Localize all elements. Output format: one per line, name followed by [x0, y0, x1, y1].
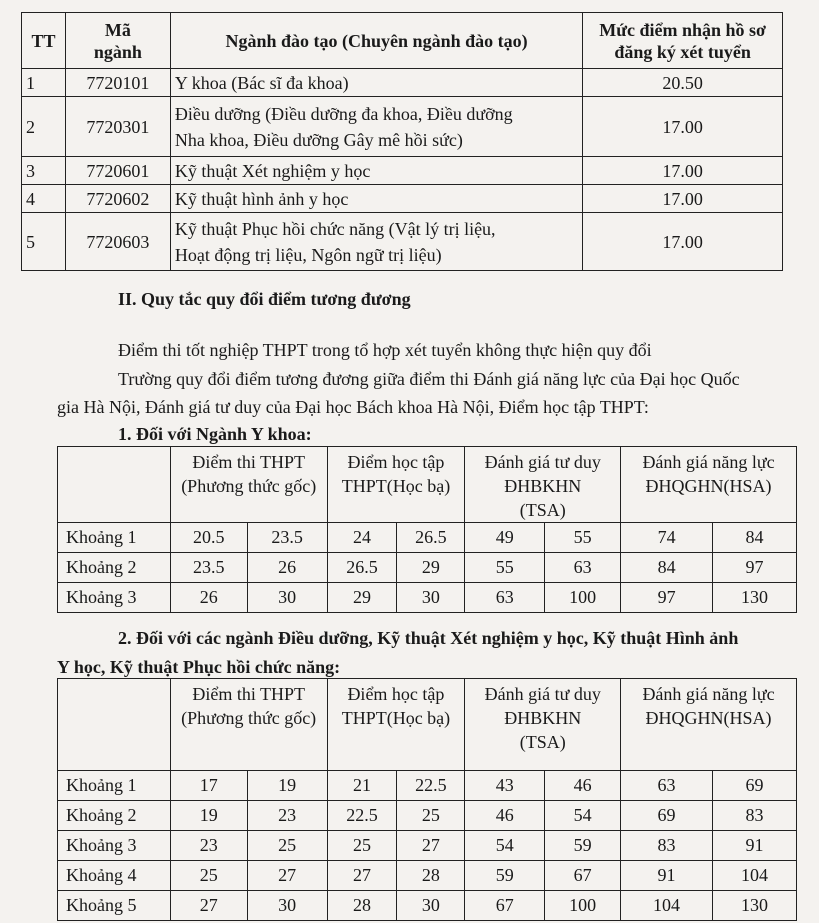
cell-value: 67	[545, 861, 621, 891]
cell-value: 28	[327, 891, 397, 921]
cell-value: 30	[397, 583, 465, 613]
row-label: Khoảng 1	[58, 771, 171, 801]
cell-nganh: Kỹ thuật Xét nghiệm y học	[170, 157, 582, 185]
subheading-y-khoa: 1. Đối với Ngành Y khoa:	[118, 424, 312, 444]
cell-value: 83	[713, 801, 797, 831]
header-thpt: Điểm thi THPT (Phương thức gốc)	[170, 447, 327, 523]
cell-value: 29	[327, 583, 397, 613]
cell-value: 104	[621, 891, 713, 921]
cell-value: 54	[545, 801, 621, 831]
cell-value: 46	[545, 771, 621, 801]
cell-nganh: Điều dưỡng (Điều dưỡng đa khoa, Điều dưỡng Nha khoa, Điều dưỡng Gây mê hồi sức)	[170, 97, 582, 157]
header-hocba: Điểm học tập THPT(Học bạ)	[327, 447, 465, 523]
cell-value: 46	[465, 801, 545, 831]
conversion-table-y-khoa	[57, 446, 797, 613]
cell-nganh: Y khoa (Bác sĩ đa khoa)	[170, 69, 582, 97]
cell-value: 26	[170, 583, 247, 613]
row-label: Khoảng 3	[58, 583, 171, 613]
cell-value: 63	[621, 771, 713, 801]
cell-ma: 7720601	[65, 157, 170, 185]
cell-value: 27	[170, 891, 247, 921]
cell-value: 130	[713, 583, 797, 613]
header-hsa: Đánh giá năng lực ĐHQGHN(HSA)	[621, 447, 797, 523]
table-row	[58, 553, 797, 583]
subheading-other-majors-line2: Y học, Kỹ thuật Phục hồi chức năng:	[57, 657, 341, 677]
cell-diem: 17.00	[583, 97, 783, 157]
table-header-row	[58, 447, 797, 523]
cell-value: 67	[465, 891, 545, 921]
cell-value: 83	[621, 831, 713, 861]
cell-value: 130	[713, 891, 797, 921]
header-hocba: Điểm học tập THPT(Học bạ)	[327, 679, 465, 771]
cell-value: 28	[397, 861, 465, 891]
header-hsa: Đánh giá năng lực ĐHQGHN(HSA)	[621, 679, 797, 771]
cell-value: 17	[170, 771, 247, 801]
cell-value: 25	[170, 861, 247, 891]
cell-value: 59	[545, 831, 621, 861]
cell-value: 100	[545, 891, 621, 921]
header-empty	[58, 447, 171, 523]
table-row	[22, 97, 783, 157]
cell-tt: 3	[22, 157, 66, 185]
cell-value: 20.5	[170, 523, 247, 553]
cell-value: 91	[713, 831, 797, 861]
cell-value: 22.5	[397, 771, 465, 801]
row-label: Khoảng 3	[58, 831, 171, 861]
cell-value: 104	[713, 861, 797, 891]
cell-value: 24	[327, 523, 397, 553]
cell-value: 54	[465, 831, 545, 861]
cell-value: 97	[621, 583, 713, 613]
table-row	[58, 583, 797, 613]
cell-value: 25	[327, 831, 397, 861]
row-label: Khoảng 5	[58, 891, 171, 921]
header-thpt: Điểm thi THPT (Phương thức gốc)	[170, 679, 327, 771]
cell-value: 23	[247, 801, 327, 831]
row-label: Khoảng 1	[58, 523, 171, 553]
cell-value: 43	[465, 771, 545, 801]
row-label: Khoảng 2	[58, 553, 171, 583]
paragraph-no-conversion: Điểm thi tốt nghiệp THPT trong tổ hợp xét tuyển không thực hiện quy đổi	[118, 340, 652, 360]
cell-ma: 7720101	[65, 69, 170, 97]
cell-tt: 1	[22, 69, 66, 97]
header-ma-nganh: Mã ngành	[65, 13, 170, 69]
cell-value: 55	[465, 553, 545, 583]
cell-value: 30	[397, 891, 465, 921]
cell-value: 21	[327, 771, 397, 801]
cell-value: 84	[713, 523, 797, 553]
cell-value: 55	[545, 523, 621, 553]
cell-value: 97	[713, 553, 797, 583]
cell-ma: 7720603	[65, 213, 170, 271]
cell-value: 63	[465, 583, 545, 613]
table-row	[58, 861, 797, 891]
cell-value: 26.5	[397, 523, 465, 553]
cell-value: 100	[545, 583, 621, 613]
cell-value: 69	[713, 771, 797, 801]
cell-value: 30	[247, 583, 327, 613]
cell-value: 26.5	[327, 553, 397, 583]
cell-value: 25	[247, 831, 327, 861]
header-nganh: Ngành đào tạo (Chuyên ngành đào tạo)	[170, 13, 582, 69]
table-row	[22, 157, 783, 185]
cell-tt: 5	[22, 213, 66, 271]
cell-value: 26	[247, 553, 327, 583]
conversion-table-other-majors	[57, 678, 797, 921]
cell-value: 29	[397, 553, 465, 583]
cell-diem: 20.50	[583, 69, 783, 97]
cell-value: 69	[621, 801, 713, 831]
cell-value: 74	[621, 523, 713, 553]
cell-diem: 17.00	[583, 157, 783, 185]
cell-value: 27	[397, 831, 465, 861]
table-header-row	[22, 13, 783, 69]
cell-value: 23.5	[247, 523, 327, 553]
header-muc-diem: Mức điểm nhận hồ sơ đăng ký xét tuyển	[583, 13, 783, 69]
header-tsa: Đánh giá tư duy ĐHBKHN (TSA)	[465, 679, 621, 771]
cell-value: 25	[397, 801, 465, 831]
cell-value: 30	[247, 891, 327, 921]
cell-value: 19	[170, 801, 247, 831]
header-tsa: Đánh giá tư duy ĐHBKHN (TSA)	[465, 447, 621, 523]
section-heading: II. Quy tắc quy đổi điểm tương đương	[118, 289, 411, 309]
cell-diem: 17.00	[583, 185, 783, 213]
row-label: Khoảng 4	[58, 861, 171, 891]
header-empty	[58, 679, 171, 771]
cell-ma: 7720301	[65, 97, 170, 157]
cell-value: 84	[621, 553, 713, 583]
cell-diem: 17.00	[583, 213, 783, 271]
table-row	[58, 771, 797, 801]
cell-tt: 2	[22, 97, 66, 157]
paragraph-conversion-line1: Trường quy đổi điểm tương đương giữa điểm thi Đánh giá năng lực của Đại học Quốc	[118, 369, 740, 389]
table-row	[58, 891, 797, 921]
cell-value: 49	[465, 523, 545, 553]
cell-nganh: Kỹ thuật hình ảnh y học	[170, 185, 582, 213]
table-row	[58, 801, 797, 831]
admission-threshold-table	[21, 12, 783, 271]
cell-value: 19	[247, 771, 327, 801]
cell-tt: 4	[22, 185, 66, 213]
table-row	[22, 185, 783, 213]
cell-value: 27	[247, 861, 327, 891]
table-row	[22, 213, 783, 271]
table-row	[58, 523, 797, 553]
cell-value: 59	[465, 861, 545, 891]
cell-value: 63	[545, 553, 621, 583]
cell-value: 91	[621, 861, 713, 891]
cell-value: 23	[170, 831, 247, 861]
header-tt: TT	[22, 13, 66, 69]
table-row	[58, 831, 797, 861]
cell-value: 22.5	[327, 801, 397, 831]
table-header-row	[58, 679, 797, 771]
cell-nganh: Kỹ thuật Phục hồi chức năng (Vật lý trị liệu, Hoạt động trị liệu, Ngôn ngữ trị liệu)	[170, 213, 582, 271]
paragraph-conversion-line2: gia Hà Nội, Đánh giá tư duy của Đại học Bách khoa Hà Nội, Điểm học tập THPT:	[57, 397, 649, 417]
row-label: Khoảng 2	[58, 801, 171, 831]
cell-value: 23.5	[170, 553, 247, 583]
table-row	[22, 69, 783, 97]
subheading-other-majors-line1: 2. Đối với các ngành Điều dưỡng, Kỹ thuật Xét nghiệm y học, Kỹ thuật Hình ảnh	[118, 628, 739, 648]
cell-ma: 7720602	[65, 185, 170, 213]
cell-value: 27	[327, 861, 397, 891]
